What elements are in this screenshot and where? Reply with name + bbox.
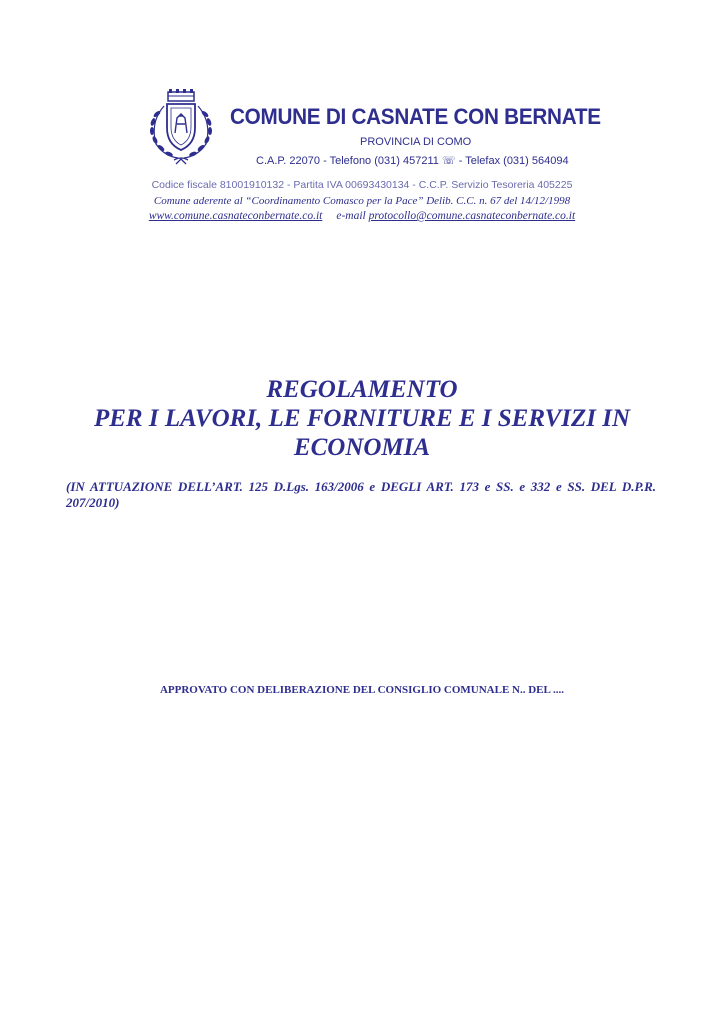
document-subtitle: (IN ATTUAZIONE DELL’ART. 125 D.Lgs. 163/2006 e DEGLI ART. 173 e SS. e 332 e SS. DEL D.P.R. 207/2010): [66, 479, 656, 510]
title-line-1: REGOLAMENTO: [266, 376, 458, 403]
title-line-2: PER I LAVORI, LE FORNITURE E I SERVIZI IN: [93, 405, 631, 432]
municipal-crest-icon: [140, 88, 222, 168]
province-label: PROVINCIA DI COMO: [360, 136, 472, 148]
email-label: e-mail: [336, 210, 366, 222]
municipality-title: COMUNE DI CASNATE CON BERNATE: [230, 104, 601, 129]
approval-note: APPROVATO CON DELIBERAZIONE DEL CONSIGLIO COMUNALE N.. DEL ....: [159, 684, 564, 696]
document-title: [0, 375, 724, 462]
email-link[interactable]: protocollo@comune.casnateconbernate.co.it: [368, 210, 576, 222]
coordination-note: Comune aderente al “Coordinamento Comasco per la Pace” Delib. C.C. n. 67 del 14/12/1998: [153, 195, 571, 207]
website-link[interactable]: www.comune.casnateconbernate.co.it: [148, 210, 323, 222]
title-line-3: ECONOMIA: [293, 434, 431, 461]
contact-info: C.A.P. 22070 - Telefono (031) 457211 ☏ - Telefax (031) 564094: [256, 155, 569, 167]
fiscal-info: Codice fiscale 81001910132 - Partita IVA 00693430134 - C.C.P. Servizio Tesoreria 405225: [151, 179, 573, 191]
header-links: [0, 210, 724, 222]
